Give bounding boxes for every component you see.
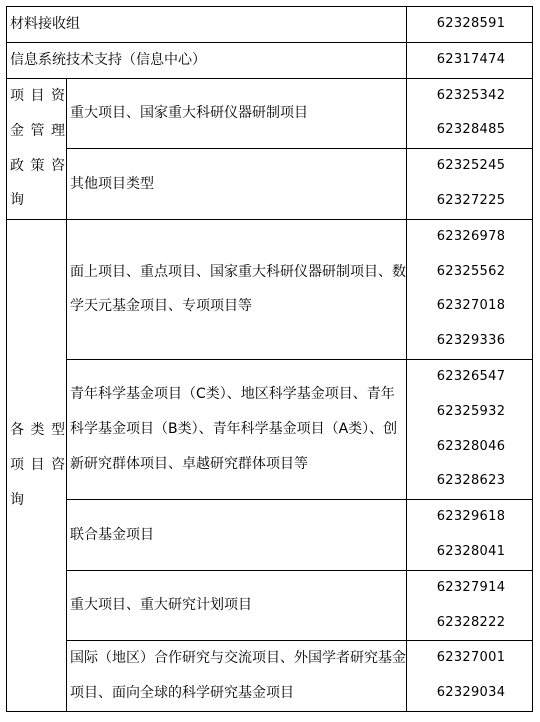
table-row <box>7 500 533 571</box>
phone-number <box>407 42 533 78</box>
phone-numbers <box>407 149 533 220</box>
phone-number-line: 62326547 <box>436 368 506 384</box>
project-label: 国际（地区）合作研究与交流项目、外国学者研究基金项目、面向全球的科学研究基金项目 <box>67 641 407 712</box>
phone-number-line: 62326978 <box>436 228 506 244</box>
table-row <box>7 570 533 641</box>
phone-number-line: 62328222 <box>436 614 506 630</box>
phone-number-line: 62327914 <box>436 579 506 595</box>
phone-number-line: 62329034 <box>436 685 506 701</box>
phone-number-line: 62325245 <box>436 158 506 174</box>
project-label: 面上项目、重点项目、国家重大科研仪器研制项目、数学天元基金项目、专项项目等 <box>67 219 407 359</box>
project-label: 联合基金项目 <box>67 500 407 571</box>
phone-numbers <box>407 570 533 641</box>
phone-numbers <box>407 641 533 712</box>
phone-number-line: 62325932 <box>436 403 506 419</box>
phone-number-line: 62328046 <box>436 438 506 454</box>
row-label: 信息系统技术支持（信息中心） <box>7 42 407 78</box>
category-label: 各类型项目咨询 <box>7 219 67 711</box>
phone-number-line: 62328623 <box>436 473 506 489</box>
phone-numbers <box>407 500 533 571</box>
table-row <box>7 42 533 78</box>
phone-numbers <box>407 219 533 359</box>
project-label: 重大项目、国家重大科研仪器研制项目 <box>67 78 407 149</box>
row-label: 材料接收组 <box>7 7 407 43</box>
table-row <box>7 359 533 499</box>
contact-table <box>6 6 533 712</box>
phone-numbers <box>407 359 533 499</box>
phone-number-line: 62328591 <box>436 16 506 31</box>
project-label: 重大项目、重大研究计划项目 <box>67 570 407 641</box>
phone-number-line: 62327001 <box>436 650 506 666</box>
phone-number-line: 62328041 <box>436 543 506 559</box>
table-row <box>7 219 533 359</box>
category-label: 项目资金管理政策咨询 <box>7 78 67 219</box>
phone-number-line: 62325342 <box>436 87 506 103</box>
phone-number-line: 62327018 <box>436 298 506 314</box>
phone-numbers <box>407 78 533 149</box>
table-row <box>7 641 533 712</box>
phone-number <box>407 7 533 43</box>
phone-number-line: 62327225 <box>436 192 506 208</box>
project-label: 其他项目类型 <box>67 149 407 220</box>
phone-number-line: 62325562 <box>436 263 506 279</box>
phone-number-line: 62317474 <box>436 51 506 67</box>
phone-number-line: 62329618 <box>436 509 506 525</box>
project-label: 青年科学基金项目（C类）、地区科学基金项目、青年科学基金项目（B类）、青年科学基金项目（A类）、创新研究群体项目、卓越研究群体项目等 <box>67 359 407 499</box>
phone-number-line: 62328485 <box>436 122 506 138</box>
phone-number-line: 62329336 <box>436 333 506 349</box>
table-row <box>7 149 533 220</box>
table-row <box>7 7 533 43</box>
table-row <box>7 78 533 149</box>
